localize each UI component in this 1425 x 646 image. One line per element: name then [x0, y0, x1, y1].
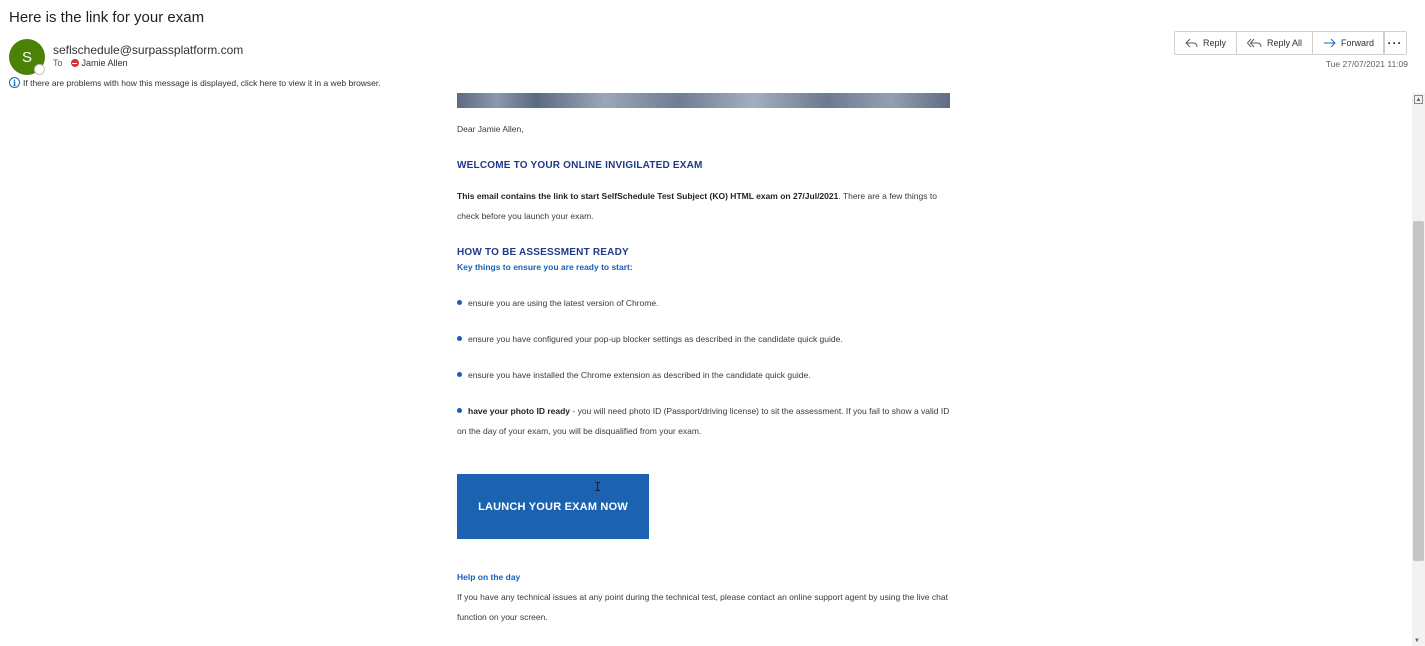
avatar-initial: S [21, 48, 32, 66]
bullet-text: ensure you have configured your pop-up blocker settings as described in the candidate quick guide. [468, 334, 843, 344]
bullet-text: - you will need photo ID (Passport/driving license) to sit the assessment. If you fail to show a valid ID on the day of your exam, you will be disqualified from your exam. [457, 406, 950, 436]
forward-label: Forward [1341, 38, 1375, 48]
bullet-text: ensure you have installed the Chrome extension as described in the candidate quick guide. [468, 370, 811, 380]
bullet-icon [457, 336, 462, 341]
recipient-name[interactable]: Jamie Allen [81, 58, 128, 68]
reply-icon [1185, 38, 1198, 48]
bullet-icon [457, 408, 462, 413]
list-item [457, 401, 952, 441]
list-item [457, 365, 952, 385]
launch-exam-button[interactable]: LAUNCH YOUR EXAM NOW [457, 474, 649, 539]
reply-all-button[interactable] [1237, 32, 1313, 54]
sender-address[interactable]: seflschedule@surpassplatform.com [53, 43, 244, 57]
bullet-text: ensure you are using the latest version of Chrome. [468, 298, 659, 308]
help-heading: Help on the day [457, 572, 521, 582]
scroll-up-icon[interactable]: ▲ [1415, 96, 1422, 103]
reply-all-icon [1247, 38, 1262, 48]
list-item [457, 329, 952, 349]
intro-bold: This email contains the link to start SelfSchedule Test Subject (KO) HTML exam on 27/Jul/2021 [457, 191, 839, 201]
scrollbar-thumb[interactable] [1413, 221, 1424, 561]
reply-all-label: Reply All [1267, 38, 1303, 48]
forward-button[interactable] [1313, 32, 1384, 54]
greeting: Dear Jamie Allen, [457, 124, 524, 134]
email-header-banner-image [457, 93, 950, 108]
intro-rest: . There are a few things to check before you launch your exam. [457, 191, 937, 221]
forward-icon [1323, 38, 1336, 48]
intro-paragraph [457, 186, 952, 226]
welcome-heading: WELCOME TO YOUR ONLINE INVIGILATED EXAM [457, 160, 703, 171]
sent-date: Tue 27/07/2021 11:09 [1325, 59, 1408, 69]
bullet-icon [457, 372, 462, 377]
ready-heading: HOW TO BE ASSESSMENT READY [457, 247, 629, 258]
display-info-bar[interactable] [9, 77, 381, 88]
busy-status-icon [71, 59, 79, 67]
vertical-scrollbar[interactable] [1412, 93, 1425, 646]
scroll-down-icon[interactable]: ▼ [1414, 638, 1420, 644]
bullet-bold: have your photo ID ready [468, 406, 571, 416]
more-actions-button[interactable]: ··· [1383, 31, 1407, 55]
list-item [457, 293, 952, 313]
message-actions [1174, 31, 1385, 55]
reply-label: Reply [1203, 38, 1227, 48]
recipient-row [53, 58, 128, 68]
reply-button[interactable] [1175, 32, 1237, 54]
to-label: To [53, 58, 63, 68]
infobar-text: If there are problems with how this message is displayed, click here to view it in a web browser. [23, 77, 381, 88]
presence-status-icon [34, 64, 45, 75]
help-paragraph: If you have any technical issues at any point during the technical test, please contact an online support agent by using the live chat function on your screen. [457, 592, 948, 622]
email-subject: Here is the link for your exam [9, 9, 205, 26]
ready-subheading: Key things to ensure you are ready to start: [457, 262, 633, 272]
bullet-icon [457, 300, 462, 305]
text-cursor-icon: I [594, 480, 602, 494]
info-icon: i [9, 77, 20, 88]
